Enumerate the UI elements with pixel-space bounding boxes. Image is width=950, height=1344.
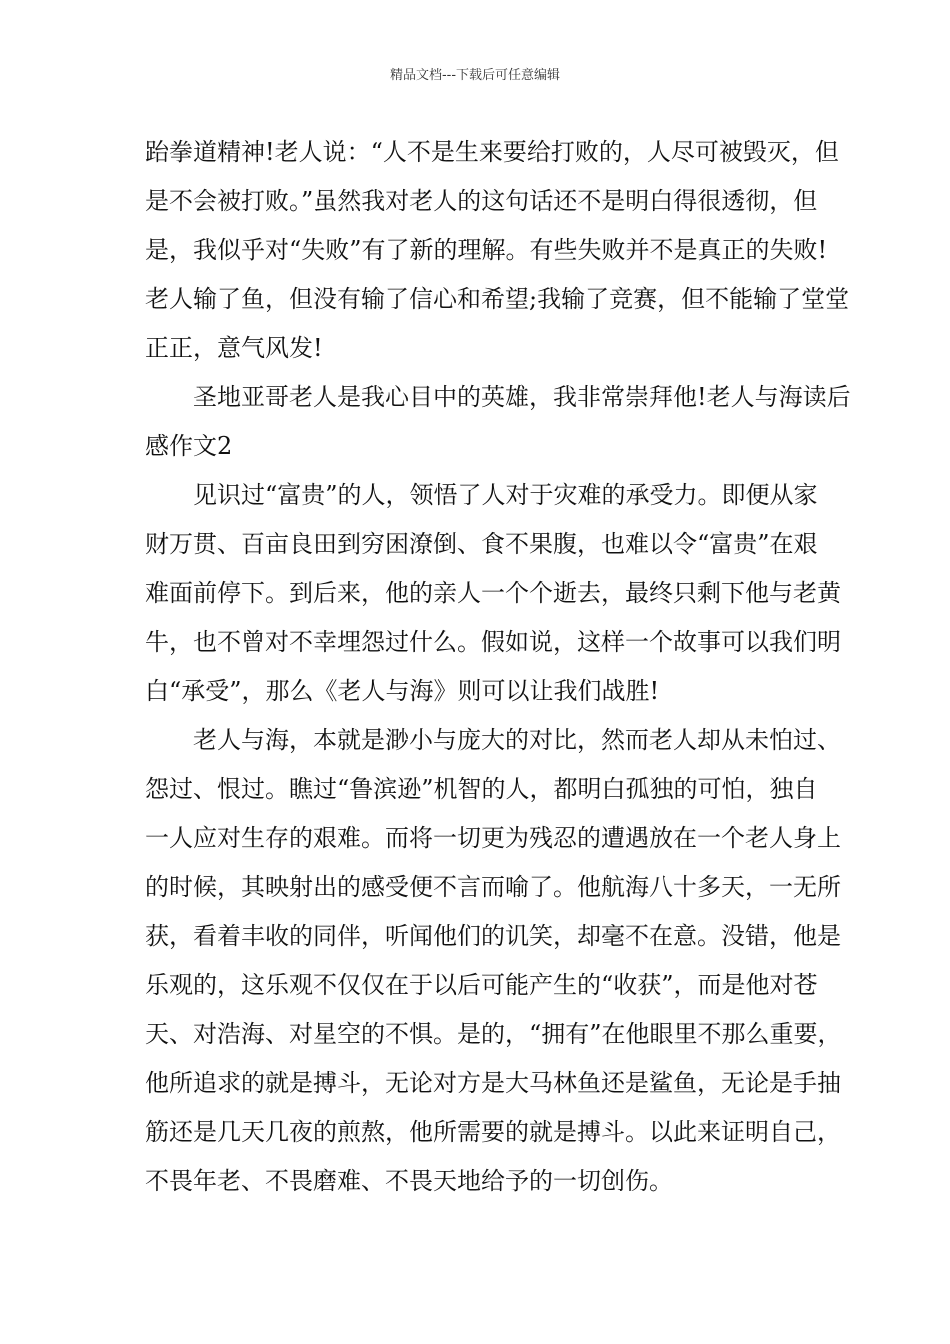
- text-line: 不畏年老、不畏磨难、不畏天地给予的一切创伤。: [145, 1167, 673, 1195]
- text-line: 跆拳道精神!老人说：“人不是生来要给打败的，人尽可被毁灭，但: [145, 138, 839, 166]
- text-line: 感作文2: [145, 432, 233, 460]
- text-line: 天、对浩海、对星空的不惧。是的，“拥有”在他眼里不那么重要，: [145, 1020, 842, 1048]
- text-line: 的时候，其映射出的感受便不言而喻了。他航海八十多天，一无所: [145, 873, 841, 901]
- text-line: 获，看着丰收的同伴，听闻他们的讥笑，却毫不在意。没错，他是: [145, 922, 841, 950]
- text-line: 难面前停下。到后来，他的亲人一个个逝去，最终只剩下他与老黄: [145, 579, 841, 607]
- text-line: 他所追求的就是搏斗，无论对方是大马林鱼还是鲨鱼，无论是手抽: [145, 1069, 841, 1097]
- paragraph-start-line: 圣地亚哥老人是我心目中的英雄，我非常崇拜他!老人与海读后: [193, 383, 851, 411]
- document-body: [145, 128, 851, 1206]
- page-header: 精品文档---下载后可任意编辑: [389, 68, 561, 83]
- text-line: 乐观的，这乐观不仅仅在于以后可能产生的“收获”，而是他对苍: [145, 971, 818, 999]
- text-line: 是，我似乎对“失败”有了新的理解。有些失败并不是真正的失败!: [145, 236, 828, 264]
- text-line: 是不会被打败。”虽然我对老人的这句话还不是明白得很透彻，但: [145, 187, 818, 215]
- paragraph-start-line: 老人与海，本就是渺小与庞大的对比，然而老人却从未怕过、: [193, 726, 841, 754]
- text-line: 怨过、恨过。瞧过“鲁滨逊”机智的人，都明白孤独的可怕，独自: [145, 775, 818, 803]
- text-line: 筋还是几天几夜的煎熬，他所需要的就是搏斗。以此来证明自己，: [145, 1118, 841, 1146]
- text-line: 白“承受”，那么《老人与海》则可以让我们战胜!: [145, 677, 660, 705]
- text-line: 正正，意气风发!: [145, 334, 323, 362]
- text-line: 一人应对生存的艰难。而将一切更为残忍的遭遇放在一个老人身上: [145, 824, 841, 852]
- paragraph-start-line: 见识过“富贵”的人，领悟了人对于灾难的承受力。即便从家: [193, 481, 818, 509]
- text-line: 老人输了鱼，但没有输了信心和希望;我输了竞赛，但不能输了堂堂: [145, 285, 850, 313]
- text-line: 财万贯、百亩良田到穷困潦倒、食不果腹，也难以令“富贵”在艰: [145, 530, 818, 558]
- text-line: 牛，也不曾对不幸埋怨过什么。假如说，这样一个故事可以我们明: [145, 628, 841, 656]
